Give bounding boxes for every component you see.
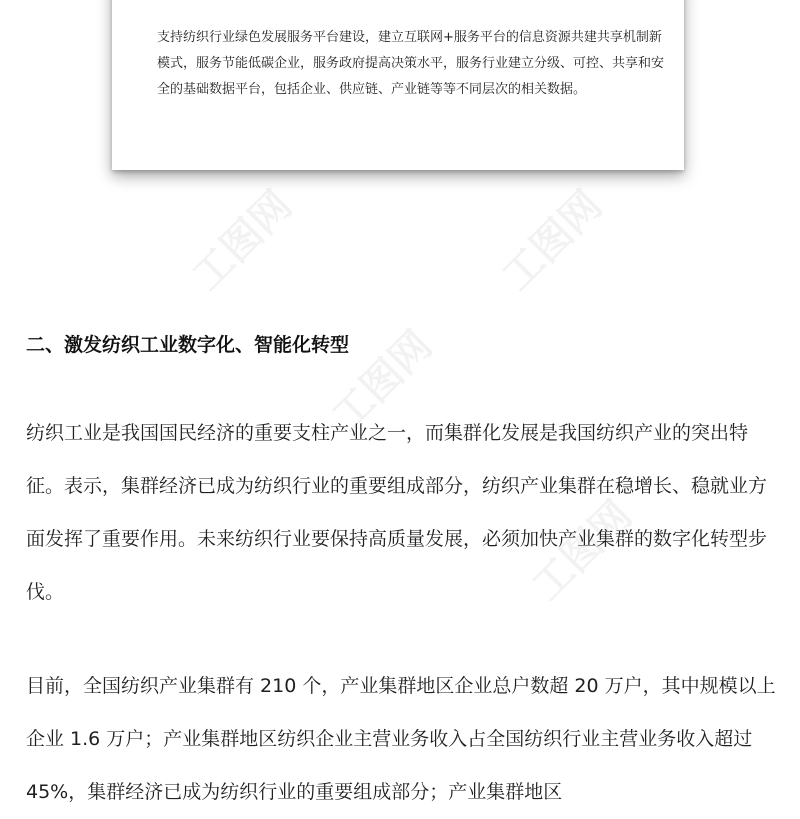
watermark: 工图网	[323, 322, 442, 440]
watermark: 工图网	[493, 182, 612, 300]
card-text: 支持纺织行业绿色发展服务平台建设，建立互联网+服务平台的信息资源共建共享机制新模式，服务节能低碳企业，服务政府提高决策水平，服务行业建立分级、可控、共享和安全的基础数据平台，包括企业、供应链、产业链等等不同层次的相关数据。	[157, 30, 665, 97]
body-paragraph: 目前，全国纺织产业集群有 210 个，产业集群地区企业总户数超 20 万户，其中规模以上企业 1.6 万户；产业集群地区纺织企业主营业务收入占全国纺织行业主营业务收入超过 45%，集群经济已成为纺织行业的重要组成部分；产业集群地区	[26, 675, 776, 803]
section-title: 二、激发纺织工业数字化、智能化转型	[26, 334, 350, 356]
watermark: 工图网	[523, 492, 642, 610]
watermark: 工图网	[183, 182, 302, 300]
body-paragraph: 纺织工业是我国国民经济的重要支柱产业之一，而集群化发展是我国纺织产业的突出特征。表示，集群经济已成为纺织行业的重要组成部分，纺织产业集群在稳增长、稳就业方面发挥了重要作用。未来纺织行业要保持高质量发展，必须加快产业集群的数字化转型步伐。	[26, 422, 768, 603]
quote-card	[112, 0, 684, 170]
